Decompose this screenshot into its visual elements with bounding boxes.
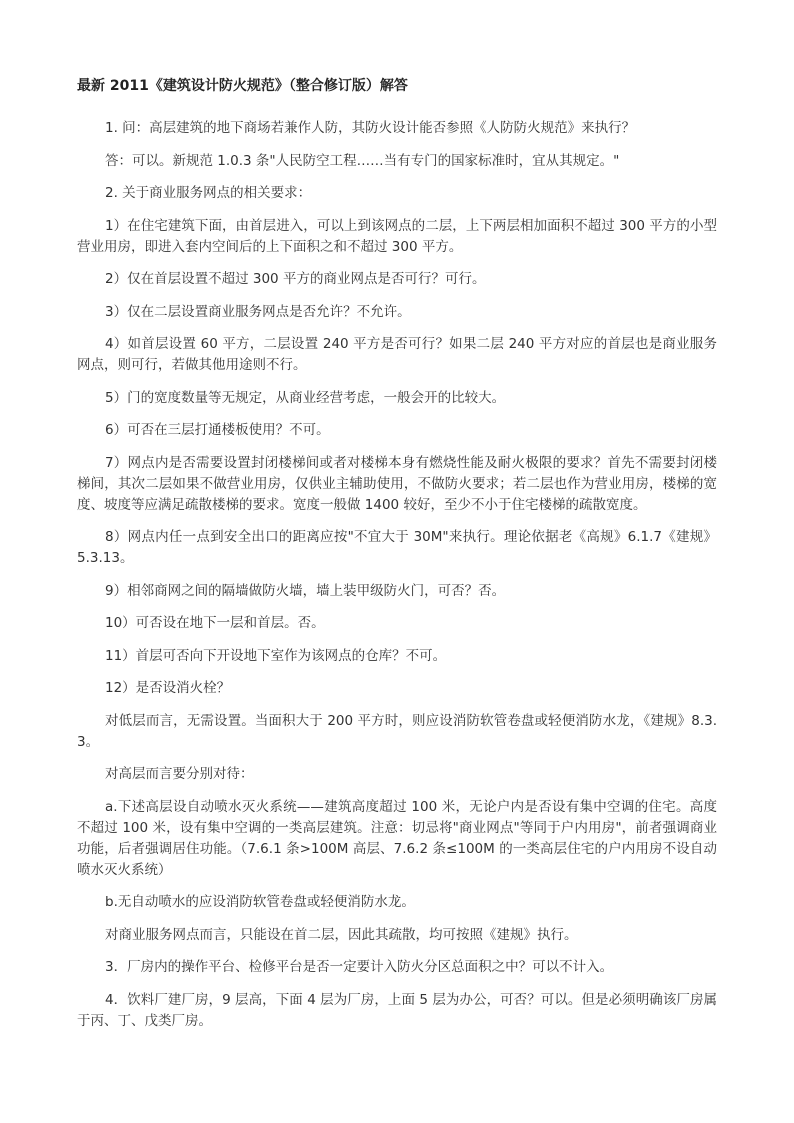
paragraph: 2）仅在首层设置不超过 300 平方的商业网点是否可行？可行。 [105, 271, 486, 287]
paragraph-list [77, 118, 717, 1032]
paragraph: b.无自动喷水的应设消防软管卷盘或轻便消防水龙。 [105, 894, 415, 910]
paragraph: 4．饮料厂建厂房，9 层高，下面 4 层为厂房，上面 5 层为办公，可否？可以。但是必须明确该厂房属于丙、丁、戊类厂房。 [77, 991, 717, 1029]
paragraph: 对商业服务网点而言，只能设在首二层，因此其疏散，均可按照《建规》执行。 [105, 926, 578, 943]
paragraph: 对低层而言，无需设置。当面积大于 200 平方时，则应设消防软管卷盘或轻便消防水龙，《建规》8.3.3。 [77, 712, 717, 750]
paragraph: 6）可否在三层打通楼板使用？不可。 [105, 422, 330, 438]
paragraph: 1）在住宅建筑下面，由首层进入，可以上到该网点的二层，上下两层相加面积不超过 300 平方的小型营业用房，即进入套内空间后的上下面积之和不超过 300 平方。 [77, 217, 717, 255]
paragraph: 3）仅在二层设置商业服务网点是否允许？不允许。 [105, 303, 411, 320]
paragraph: 10）可否设在地下一层和首层。否。 [105, 615, 325, 631]
paragraph: 12）是否设消火栓？ [105, 680, 231, 696]
document-body [77, 76, 717, 1043]
paragraph: 2. 关于商业服务网点的相关要求： [105, 185, 312, 201]
paragraph: 答：可以。新规范 1.0.3 条"人民防空工程……当有专门的国家标准时，宜从其规定。" [105, 152, 620, 169]
paragraph: 11）首层可否向下开设地下室作为该网点的仓库？不可。 [105, 647, 447, 664]
paragraph: 9）相邻商网之间的隔墙做防火墙，墙上装甲级防火门，可否？否。 [105, 582, 506, 599]
paragraph: 8）网点内任一点到安全出口的距离应按"不宜大于 30M"来执行。理论依据老《高规》6.1.7《建规》5.3.13。 [77, 529, 717, 566]
paragraph: 7）网点内是否需要设置封闭楼梯间或者对楼梯本身有燃烧性能及耐火极限的要求？首先不需要封闭楼梯间，其次二层如果不做营业用房，仅供业主辅助使用，不做防火要求；若二层也作为营业用房，楼梯的宽度、坡度等应满足疏散楼梯的要求。宽度一般做 1400 较好，至少不小于住宅楼梯的疏散宽度。 [77, 454, 717, 513]
paragraph: 对高层而言要分别对待： [105, 766, 254, 782]
document-title: 最新 2011《建筑设计防火规范》（整合修订版）解答 [77, 78, 408, 94]
paragraph: 1. 问：高层建筑的地下商场若兼作人防，其防火设计能否参照《人防防火规范》来执行？ [105, 120, 636, 136]
paragraph: 3．厂房内的操作平台、检修平台是否一定要计入防火分区总面积之中？可以不计入。 [105, 959, 614, 975]
paragraph: 5）门的宽度数量等无规定，从商业经营考虑，一般会开的比较大。 [105, 389, 506, 406]
paragraph: 4）如首层设置 60 平方，二层设置 240 平方是否可行？如果二层 240 平方对应的首层也是商业服务网点，则可行，若做其他用途则不行。 [77, 336, 717, 373]
paragraph: a.下述高层设自动喷水灭火系统——建筑高度超过 100 米，无论户内是否设有集中空调的住宅。高度不超过 100 米，设有集中空调的一类高层建筑。注意：切忌将"商业网点"等同于户内用房"，前者强调商业功能，后者强调居住功能。（7.6.1 条>100M 高层、7.6.2 条≤100M 的一类高层住宅的户内用房不设自动喷水灭火系统） [77, 798, 717, 878]
